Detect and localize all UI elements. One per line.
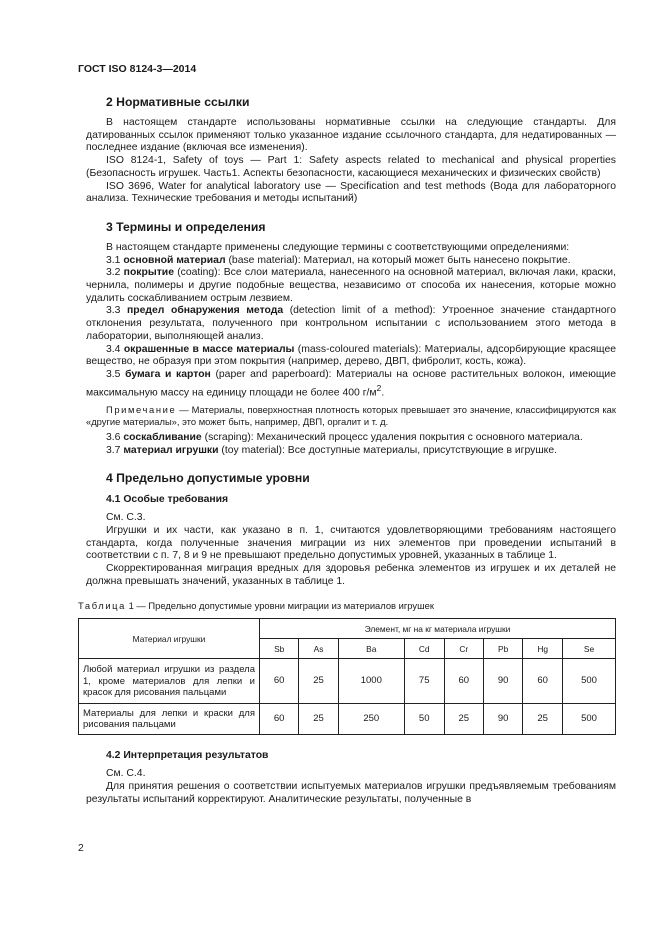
element-header: Hg bbox=[523, 639, 563, 659]
subsection-4-2-title: 4.2 Интерпретация результатов bbox=[106, 750, 269, 762]
element-header: Cr bbox=[444, 639, 483, 659]
table-header-elements: Элемент, мг на кг материала игрушки bbox=[260, 619, 616, 639]
element-header: Pb bbox=[483, 639, 522, 659]
subsection-4-1-title: 4.1 Особые требования bbox=[106, 494, 229, 506]
table-row bbox=[79, 659, 616, 704]
page-number: 2 bbox=[78, 843, 84, 854]
section-4-1-paragraph-2: Скорректированная миграция вредных для здоровья ребенка элементов из игрушек и их деталей не должна превышать значений, указанных в таблице 1. bbox=[86, 563, 616, 587]
element-header: Se bbox=[563, 639, 616, 659]
value-cell: 25 bbox=[299, 659, 338, 704]
reference-iso-8124-1: ISO 8124-1, Safety of toys — Part 1: Safety aspects related to mechanical and physical properties (Безопасность игрушек. Часть1. Аспекты безопасности, касающиеся механических и физических свойств) bbox=[86, 155, 616, 179]
value-cell: 25 bbox=[299, 704, 338, 735]
section-3-title: 3 Термины и определения bbox=[106, 219, 266, 234]
element-header: Ba bbox=[338, 639, 404, 659]
value-cell: 500 bbox=[563, 659, 616, 704]
term-3-1: 3.1 основной материал (base material): Материал, на который может быть нанесено покрытие. bbox=[106, 254, 571, 266]
material-cell: Материалы для лепки и краски для рисования пальцами bbox=[79, 704, 260, 735]
document-content bbox=[78, 95, 616, 807]
term-3-2: 3.2 покрытие (coating): Все слои материала, нанесенного на основной материал, включая лаки, краски, чернила, полимеры и другие подобные вещества, независимо от способа их нанесения, которые можно удалить соскабливанием острым лезвием. bbox=[86, 267, 616, 304]
section-3-intro: В настоящем стандарте применены следующие термины с соответствующими определениями: bbox=[106, 241, 570, 253]
value-cell: 60 bbox=[444, 659, 483, 704]
value-cell: 90 bbox=[483, 704, 522, 735]
reference-iso-3696: ISO 3696, Water for analytical laboratory use — Specification and test methods (Вода для лабораторного анализа. Технические требования и методы испытаний) bbox=[86, 180, 616, 205]
section-4-title: 4 Предельно допустимые уровни bbox=[106, 471, 310, 486]
section-4-2-paragraph: Для принятия решения о соответствии испытуемых материалов игрушки предъявляемым требованиям результаты испытаний корректируют. Аналитические результаты, полученные в bbox=[86, 781, 616, 805]
table-row bbox=[79, 704, 616, 735]
term-3-3: 3.3 предел обнаружения метода (detection limit of a method): Утроенное значение стандартного отклонения результата, полученного при контрольном испытании с использованием этого метода в лаборатории, выполняющей анализ. bbox=[86, 305, 616, 342]
section-2-paragraph: В настоящем стандарте использованы нормативные ссылки на следующие стандарты. Для датированных ссылок применяют только указанное издание ссылочного стандарта, для недатированных — последнее издание (включая все изменения). bbox=[86, 117, 616, 154]
element-header: Cd bbox=[404, 639, 444, 659]
value-cell: 90 bbox=[483, 659, 522, 704]
value-cell: 60 bbox=[523, 659, 563, 704]
value-cell: 500 bbox=[563, 704, 616, 735]
term-3-4: 3.4 окрашенные в массе материалы (mass-coloured materials): Материалы, адсорбирующие красящее вещество, не образуя при этом покрытия (например, дерево, ДВП, фибролит, кость, кожа). bbox=[86, 343, 616, 368]
table-header-material: Материал игрушки bbox=[79, 619, 260, 659]
element-header: As bbox=[299, 639, 338, 659]
migration-limits-table bbox=[78, 618, 616, 735]
table-caption: Таблица 1 — Предельно допустимые уровни миграции из материалов игрушек bbox=[78, 600, 434, 612]
value-cell: 25 bbox=[444, 704, 483, 735]
term-note: Примечание — Материалы, поверхностная плотность которых превышает это значение, классифицируются как «другие материалы», это может быть, например, ДВП, оргалит и т. д. bbox=[86, 403, 616, 427]
value-cell: 250 bbox=[338, 704, 404, 735]
value-cell: 75 bbox=[404, 659, 444, 704]
section-2-title: 2 Нормативные ссылки bbox=[106, 95, 250, 109]
element-header: Sb bbox=[260, 639, 299, 659]
standard-header: ГОСТ ISO 8124-3—2014 bbox=[78, 63, 197, 75]
value-cell: 50 bbox=[404, 704, 444, 735]
material-cell: Любой материал игрушки из раздела 1, кроме материалов для лепки и красок для рисования пальцами bbox=[79, 659, 260, 704]
section-4-1-paragraph: Игрушки и их части, как указано в п. 1, считаются удовлетворяющими требованиям настоящего стандарта, когда полученные значения миграции из них элементов при проведении испытаний в соответствии с п. 7, 8 и 9 не превышают предельно допустимых уровней, указанных в таблице 1. bbox=[86, 524, 616, 562]
value-cell: 60 bbox=[260, 659, 299, 704]
term-3-6: 3.6 соскабливание (scraping): Механический процесс удаления покрытия с основного материала. bbox=[106, 431, 583, 443]
value-cell: 60 bbox=[260, 704, 299, 735]
value-cell: 25 bbox=[523, 704, 563, 735]
term-3-7: 3.7 материал игрушки (toy material): Все доступные материалы, присутствующие в игрушке. bbox=[106, 444, 557, 456]
section-4-1-see: См. С.3. bbox=[106, 512, 146, 524]
section-4-2-see: См. С.4. bbox=[106, 768, 146, 780]
term-3-5: 3.5 бумага и картон (paper and paperboard): Материалы на основе растительных волокон, имеющие максимальную массу на единицу площади не более 400 $г/м^2$. bbox=[86, 368, 616, 399]
value-cell: 1000 bbox=[338, 659, 404, 704]
